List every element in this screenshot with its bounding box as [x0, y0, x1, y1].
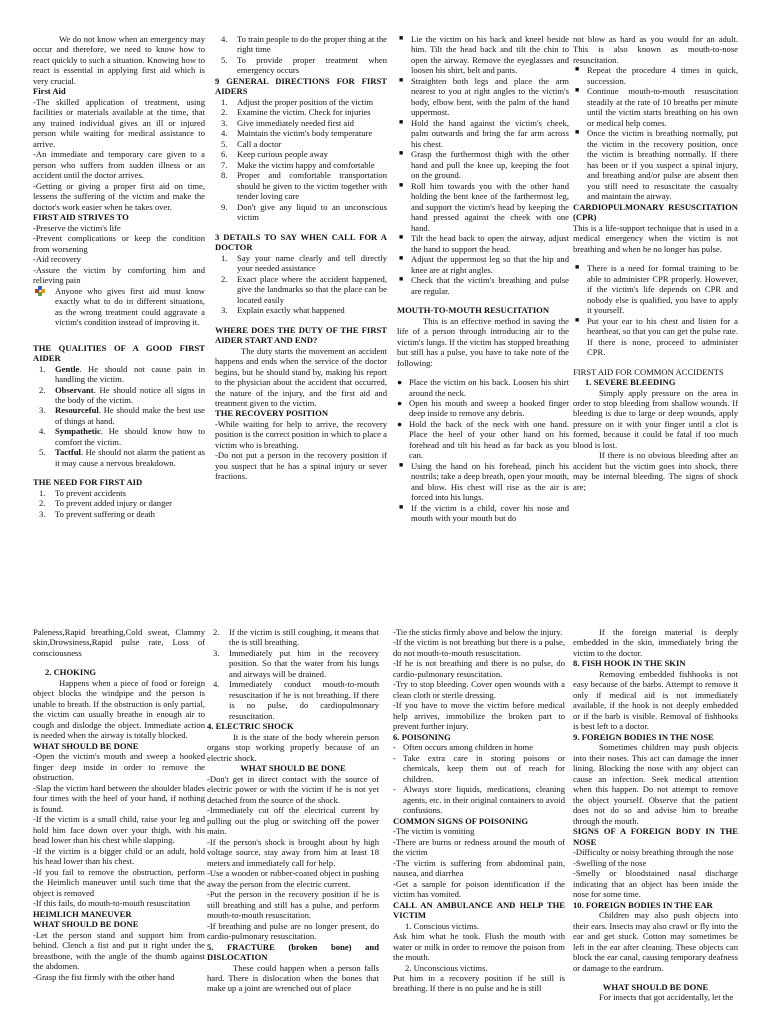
- electric-step: -Use a wooden or rubber-coated object in pushing away the person from the electric current.: [207, 868, 379, 889]
- nose-sign: -Smelly or bloodstained nasal discharge indicating that an object has been inside the nose for some time.: [573, 868, 738, 900]
- conscious-paragraph: Ask him what he took. Flush the mouth with water or milk in order to remove the poison from the mouth.: [393, 931, 565, 963]
- need-item: 4. To train people to do the proper thing at the right time: [221, 34, 387, 55]
- what-should-be-done-heading: WHAT SHOULD BE DONE: [602, 981, 709, 992]
- poisoning-sign: -Get a sample for poison identification if the victim has vomited.: [393, 878, 565, 900]
- fracture-step: -If the victim is not breathing but there is a pulse, do not mouth-to-mouth resuscitation.: [393, 637, 565, 658]
- where-heading: WHERE DOES THE DUTY OF THE FIRST AIDER START AND END?: [215, 324, 387, 346]
- bullet-icon: ■: [399, 75, 404, 84]
- choking-step: -Open the victim's mouth and sweep a hooked finger deep inside in order to remove the obstruction.: [33, 751, 205, 783]
- bullet-icon: ●: [397, 377, 403, 388]
- detail-item: 3. Explain exactly what happened: [221, 305, 345, 316]
- nose-sign: -Difficulty or noisy breathing through the nose: [573, 847, 734, 858]
- bullet-icon: ■: [575, 128, 580, 137]
- poisoning-item: - Always store liquids, medications, cleaning agents, etc. in their original containers to avoid confusions.: [393, 784, 565, 816]
- need-item: 5. To provide proper treatment when emergency occurs: [221, 54, 387, 76]
- detail-item: 2. Exact place where the accident happened, give the landmarks so that the place can be located easily: [221, 273, 387, 305]
- column-7: [393, 627, 565, 1024]
- direction-item: 2. Examine the victim. Check for injuries: [221, 107, 371, 118]
- electric-shock-paragraph: It is the state of the body wherein person organs stop working properly because of an electric shock.: [207, 731, 379, 763]
- need-item: 3. To prevent suffering or death: [39, 508, 155, 519]
- poisoning-heading: 6. POISONING: [393, 731, 451, 742]
- drowning-step: 2. If the victim is still coughing, it means that the is still breathing.: [213, 627, 379, 648]
- fish-hook-heading: 8. FISH HOOK IN THE SKIN: [573, 658, 686, 669]
- recovery-step: ■ Roll him towards you with the other hand holding the bent knee of the farthermost leg, and support the victim's head by keeping the hand pressed against the cheek with one hand.: [399, 180, 569, 233]
- bullet-icon: ■: [399, 180, 404, 189]
- recovery-paragraph-2: -Do not put a person in the recovery position if you suspect that he has a spinal injury or sever fractions.: [215, 450, 387, 482]
- strives-item: -Assure the victim by comforting him and relieving pain: [33, 264, 205, 286]
- direction-item: 8. Proper and comfortable transportation should be given to the victim together with tender loving care: [221, 170, 387, 202]
- poisoning-sign: -There are burns or redness around the mouth of the victim: [393, 836, 565, 858]
- poisoning-sign: -The victim is vomiting: [393, 826, 475, 837]
- direction-item: 6. Keep curious people away: [221, 149, 328, 160]
- bullet-icon: ■: [399, 117, 404, 126]
- foreign-material-paragraph: If the foreign material is deeply embedded in the skin, immediately bring the victim to the doctor.: [573, 627, 738, 658]
- mtm-substep: ■ Once the victim is breathing normally, put the victim in the recovery position, once the victim is breathing normally. If there has been or if you suspect a spinal injury, and breathing and/or pulse are absent then you still need to resuscitate the casualty and maintain the airway.: [575, 128, 738, 202]
- quality-item: 3. Resourceful. He should make the best use of things at hand.: [39, 405, 205, 426]
- conscious-heading: 1. Conscious victims.: [405, 920, 480, 931]
- cpr-item: ■ There is a need for formal training to be able to administer CPR properly. However, if the victim's life depends on CPR and nobody else is qualified, you have to apply it yourself.: [575, 263, 738, 316]
- cpr-paragraph: This is a life-support technique that is used in a medical emergency when the victim is not breathing and when he no longer has pulse.: [573, 222, 738, 254]
- column-2: [215, 34, 387, 589]
- recovery-step: ■ Tilt the head back to open the airway, adjust the hand to support the head.: [399, 233, 569, 254]
- fracture-step: -If you have to move the victim before medical help arrives, immobilize the broken part to prevent further injury.: [393, 700, 565, 732]
- cpr-item: ■ Put your ear to his chest and listen for a heartbeat, so that you can get the pulse rate. If there is none, proceed to administer CPR.: [575, 315, 738, 358]
- choking-paragraph: Happens when a piece of food or foreign object blocks the windpipe and the person is unable to breath. If the obstruction is only partial, the victim can usually breathe in enough air to cough and dislodge the object. Immediate action is needed when the airway is totally blocked.: [33, 677, 205, 741]
- fish-hook-paragraph: Removing embedded fishhooks is not easy because of the barbs. Attempt to remove it only if medical aid is not immediately available, if the hook is not deeply embedded or if the barb is visible. Removal of fishhooks is best left to a doctor.: [573, 668, 738, 732]
- quality-item: 2. Observant. He should notice all signs in the body of the victim.: [39, 384, 205, 405]
- bullet-icon: ■: [575, 263, 580, 272]
- mouth-to-mouth-heading: MOUTH-TO-MOUTH RESUCITATION: [397, 305, 550, 316]
- choking-step: -If the victim is a bigger child or an adult, hold his head lower than his chest.: [33, 845, 205, 867]
- common-accidents-heading: FIRST AID FOR COMMON ACCIDENTS: [573, 366, 724, 377]
- mtm-step: ● Hold the back of the neck with one hand. Place the heel of your other hand on his forehead and tilt his head as far back as you can.: [397, 418, 569, 461]
- drowning-step: 4. Immediately conduct mouth-to-mouth resuscitation if he is not breathing. If there is no pulse, do cardiopulmonary resuscitation.: [213, 679, 379, 721]
- bullet-icon: ■: [399, 502, 404, 511]
- mtm-substep: ■ If the victim is a child, cover his nose and mouth with your mouth but do: [399, 502, 569, 524]
- fracture-step: -Try to stop bleeding. Cover open wounds with a clean cloth or sterile dressing.: [393, 679, 565, 700]
- quality-item: 1. Gentle. He should not cause pain in handling the victim.: [39, 363, 205, 385]
- need-item: 1. To prevent accidents: [39, 487, 126, 498]
- bullet-icon: ■: [399, 233, 404, 242]
- strives-item: -Aid recovery: [33, 254, 81, 265]
- electric-step: -Immediately cut off the electrical current by pulling out the plug or switching off the power main.: [207, 805, 379, 837]
- fracture-step: -If he is not breathing and there is no pulse, do cardio-pulmonary resuscitation.: [393, 658, 565, 679]
- column-3: [397, 34, 569, 589]
- general-directions-heading: 9 GENERAL DIRECTIONS FOR FIRST AIDERS: [215, 75, 387, 97]
- direction-item: 3. Give immediately needed first aid: [221, 117, 354, 128]
- direction-item: 7. Make the victim happy and comfortable: [221, 159, 375, 170]
- what-should-be-done-heading: WHAT SHOULD BE DONE: [240, 763, 346, 774]
- anyone-note-text: Anyone who gives first aid must know exactly what to do in different situations, as the wrong treatment could aggravate a victim's condition instead of improving it.: [55, 285, 205, 328]
- nose-sign: -Swelling of the nose: [573, 857, 647, 868]
- ear-continuation: For insects that got accidentally, let the: [599, 992, 734, 1003]
- need-item: 2. To prevent added injury or danger: [39, 498, 173, 509]
- mtm-step: ● Open his mouth and sweep a hooked finger deep inside to remove any debris.: [397, 397, 569, 419]
- severe-bleeding-heading: 1. SEVERE BLEEDING: [585, 377, 676, 388]
- what-should-be-done-heading: WHAT SHOULD BE DONE: [33, 919, 139, 930]
- nose-paragraph: Sometimes children may push objects into their noses. This act can damage the inner lining. Blocking the nose with any object can cause an infection. Seek medical attention when this happen. Do not attempt to remove the object yourself. Observe that the patient does not do so and advise him to breathe through the mouth.: [573, 742, 738, 826]
- strives-item: -Prevent complications or keep the condition from worsening: [33, 233, 205, 254]
- poisoning-item: - Often occurs among children in home: [393, 742, 534, 753]
- first-aid-definition-1: -The skilled application of treatment, using facilities or materials available at the time, that any trained individual gives an ill or injured person while waiting for medical assistance to arrive.: [33, 96, 205, 149]
- column-4: [573, 34, 738, 589]
- heimlich-heading: HEIMLICH MANEUVER: [33, 908, 132, 919]
- choking-heading: 2. CHOKING: [45, 667, 97, 678]
- quality-item: 4. Sympathetic. He should know how to comfort the victim.: [39, 426, 205, 447]
- recovery-step: ■ Lie the victim on his back and kneel beside him. Tilt the head back and tilt the chin to open the airway. Remove the eyeglasses and loosen his shirt, belt and pants.: [399, 34, 569, 76]
- what-should-be-done-heading: WHAT SHOULD BE DONE: [33, 740, 139, 751]
- bullet-icon: ■: [575, 315, 580, 324]
- heimlich-continuation: -Grasp the fist firmly with the other hand: [33, 971, 175, 982]
- mtm-substep: ■ Repeat the procedure 4 times in quick, succession.: [575, 65, 738, 86]
- strives-item: -Preserve the victim's life: [33, 222, 121, 233]
- choking-step: -Slap the victim hard between the shoulder blades four times with the heel of your hand, if nothing is found.: [33, 782, 205, 814]
- electric-step: -Put the person in the recovery position if he is still breathing and still has a pulse, and perform mouth-to-mouth resuscitation.: [207, 889, 379, 921]
- bullet-icon: ■: [399, 460, 404, 469]
- bullet-icon: ●: [397, 418, 403, 429]
- choking-step: -If the victim is a small child, raise your leg and hold him face down over your thigh, with his head lower than his chest while slapping.: [33, 814, 205, 846]
- recovery-step: ■ Straighten both legs and place the arm nearest to you at right angles to the victim's body, elbow bent, with the palm of the hand uppermost.: [399, 75, 569, 118]
- where-paragraph: The duty starts the movement an accident happens and ends when the service of the doctor begins, but he should stand by, making his report to the physician about the accident that occurred, the nature of the injury, and the first aid and treatment given to the victim.: [215, 345, 387, 408]
- bullet-icon: ■: [575, 65, 580, 74]
- column-5: [33, 627, 205, 1024]
- poisoning-signs-heading: COMMON SIGNS OF POISONING: [393, 815, 529, 826]
- drowning-step: 3. Immediately put him in the recovery position. So that the water from his lungs and airways will be drained.: [213, 647, 379, 679]
- qualities-heading: THE QUALITIES OF A GOOD FIRST AIDER: [33, 342, 205, 364]
- mtm-step: ● Place the victim on his back. Loosen his shirt around the neck.: [397, 377, 569, 398]
- electric-step: -Don't get in direct contact with the source of electric power or with the victim if he is not yet detached from the source of the shock.: [207, 773, 379, 805]
- direction-item: 4. Maintain the victim's body temperature: [221, 128, 373, 139]
- mtm-substep: ■ Using the hand on his forehead, pinch his nostrils; take a deep breath, open your mouth, and blow. His chest will rise as the air is forced into his lungs.: [399, 460, 569, 503]
- unconscious-heading: 2. Unconscious victims.: [405, 962, 488, 973]
- heimlich-paragraph: -Let the person stand and support him from behind. Clench a fist and put it right under the breastbone, with the angle of the thumb against the abdomen.: [33, 929, 205, 972]
- recovery-step: ■ Adjust the uppermost leg so that the hip and knee are at right angles.: [399, 254, 569, 275]
- bleeding-paragraph-2: If there is no obvious bleeding after an accident but the victim goes into shock, there may be internal bleeding. The signs of shock are;: [573, 450, 738, 492]
- need-heading: THE NEED FOR FIRST AID: [33, 477, 143, 488]
- electric-step: -If the person's shock is brought about by high voltage source, stay away from him at least 18 meters and immediately call for help.: [207, 836, 379, 868]
- ambulance-heading: CALL AN AMBULANCE AND HELP THE VICTIM: [393, 899, 565, 921]
- four-diamond-bullet-icon: [35, 286, 45, 296]
- column-6: [207, 627, 379, 1024]
- direction-item: 1. Adjust the proper position of the victim: [221, 96, 374, 107]
- detail-item: 1. Say your name clearly and tell directly your needed assistance: [221, 252, 387, 274]
- direction-item: 9. Don't give any liquid to an unconscious victim: [221, 201, 387, 223]
- fracture-step: -Tie the sticks firmly above and below the injury.: [393, 627, 563, 637]
- fracture-heading: 5. FRACTURE (broken bone) and DISLOCATION: [207, 941, 379, 963]
- anyone-note: [33, 286, 205, 328]
- bullet-icon: ■: [399, 275, 404, 284]
- nose-heading: 9. FOREIGN BODIES IN THE NOSE: [573, 731, 714, 742]
- bullet-icon: ●: [397, 397, 403, 408]
- direction-item: 5. Call a doctor: [221, 138, 282, 149]
- shock-signs: Paleness,Rapid breathing,Cold sweat, Clammy skin,Drowsiness,Rapid pulse rate, Loss of consciousness: [33, 627, 205, 658]
- column-1: [33, 34, 205, 589]
- bullet-icon: ■: [399, 149, 404, 158]
- fracture-paragraph: These could happen when a person falls hard. There is dislocation when the bones that make up a joint are wrenched out of place: [207, 962, 379, 994]
- poisoning-sign: -The victim is suffering from abdominal pain, nausea, and diarrhea: [393, 857, 565, 879]
- electric-step: -If breathing and pulse are no longer present, do cardio-pulmonary resuscitation.: [207, 920, 379, 942]
- strives-heading: FIRST AID STRIVES TO: [33, 212, 129, 223]
- intro-paragraph: We do not know when an emergency may occur and therefore, we need to know how to react quickly to such a situation. Knowing how to react is essential in applying first aid which is very crucial.: [33, 34, 205, 86]
- electric-shock-heading: 4. ELECTRIC SHOCK: [207, 721, 294, 732]
- first-aid-definition-3: -Getting or giving a proper first aid on time, lessens the suffering of the victim and make the doctor's work easier when he takes over.: [33, 180, 205, 212]
- ear-paragraph: Children may also push objects into their ears. Insects may also crawl or fly into the ear and get stuck. Cotton may sometimes be left in the ear after cleaning. These objects can block the ear canal, causing temporary deafness or damage to the eardrum.: [573, 910, 738, 973]
- unconscious-paragraph: Put him in a recovery position if he still is breathing. If there is no pulse and he is still: [393, 972, 565, 994]
- recovery-step: ■ Hold the hand against the victim's cheek, palm outwards and bring the far arm across his chest.: [399, 117, 569, 149]
- first-aid-heading: First Aid: [33, 86, 66, 97]
- choking-step: -If you fail to remove the obstruction, perform the Heimlich maneuver until such time that the object is removed: [33, 866, 205, 898]
- bleeding-paragraph-1: Simply apply pressure on the area in order to stop bleeding from shallow wounds. If bleeding is due to large or deep wounds, apply pressure on it with your finger until a clot is formed, because it could be fatal if too much blood is lost.: [573, 387, 738, 450]
- mtm-substep: ■ Continue mouth-to-mouth resuscitation steadily at the rate of 10 breaths per minute until the victim starts breathing on his own or medical help comes.: [575, 86, 738, 128]
- cpr-heading: CARDIOPULMONARY RESUSCITATION (CPR): [573, 201, 738, 223]
- recovery-step: ■ Grasp the furthermost thigh with the other hand and pull the knee up, keeping the foot on the ground.: [399, 149, 569, 181]
- recovery-paragraph-1: -While waiting for help to arrive, the recovery position is the correct position in which to place a victim who is breathing.: [215, 418, 387, 450]
- mouth-to-mouth-paragraph: This is an effective method in saving the life of a person through introducing air to the victim's lungs. If the victim has stopped breathing but still has a pulse, you have to take note of the following:: [397, 315, 569, 368]
- mtm-continuation: not blow as hard as you would for an adult. This is also known as mouth-to-nose resuscitation.: [573, 34, 738, 65]
- bullet-icon: ■: [399, 34, 404, 42]
- poisoning-item: - Take extra care in storing poisons or chemicals, keep them out of reach for children.: [393, 752, 565, 784]
- recovery-step: ■ Check that the victim's breathing and pulse are regular.: [399, 275, 569, 296]
- nose-signs-heading: SIGNS OF A FOREIGN BODY IN THE NOSE: [573, 826, 738, 847]
- bullet-icon: ■: [575, 86, 580, 95]
- ear-heading: 10. FOREIGN BODIES IN THE EAR: [573, 899, 713, 910]
- bullet-icon: ■: [399, 254, 404, 263]
- details-heading: 3 DETAILS TO SAY WHEN CALL FOR A DOCTOR: [215, 231, 387, 253]
- first-aid-definition-2: -An immediate and temporary care given to a person who suffers from sudden illness or an accident until the doctor arrives.: [33, 149, 205, 181]
- column-8: [573, 627, 738, 1024]
- choking-step: -If this fails, do mouth-to-mouth resuscitation: [33, 898, 191, 909]
- recovery-heading: THE RECOVERY POSITION: [215, 408, 329, 419]
- quality-item: 5. Tactful. He should not alarm the patient as it may cause a nervous breakdown.: [39, 447, 205, 468]
